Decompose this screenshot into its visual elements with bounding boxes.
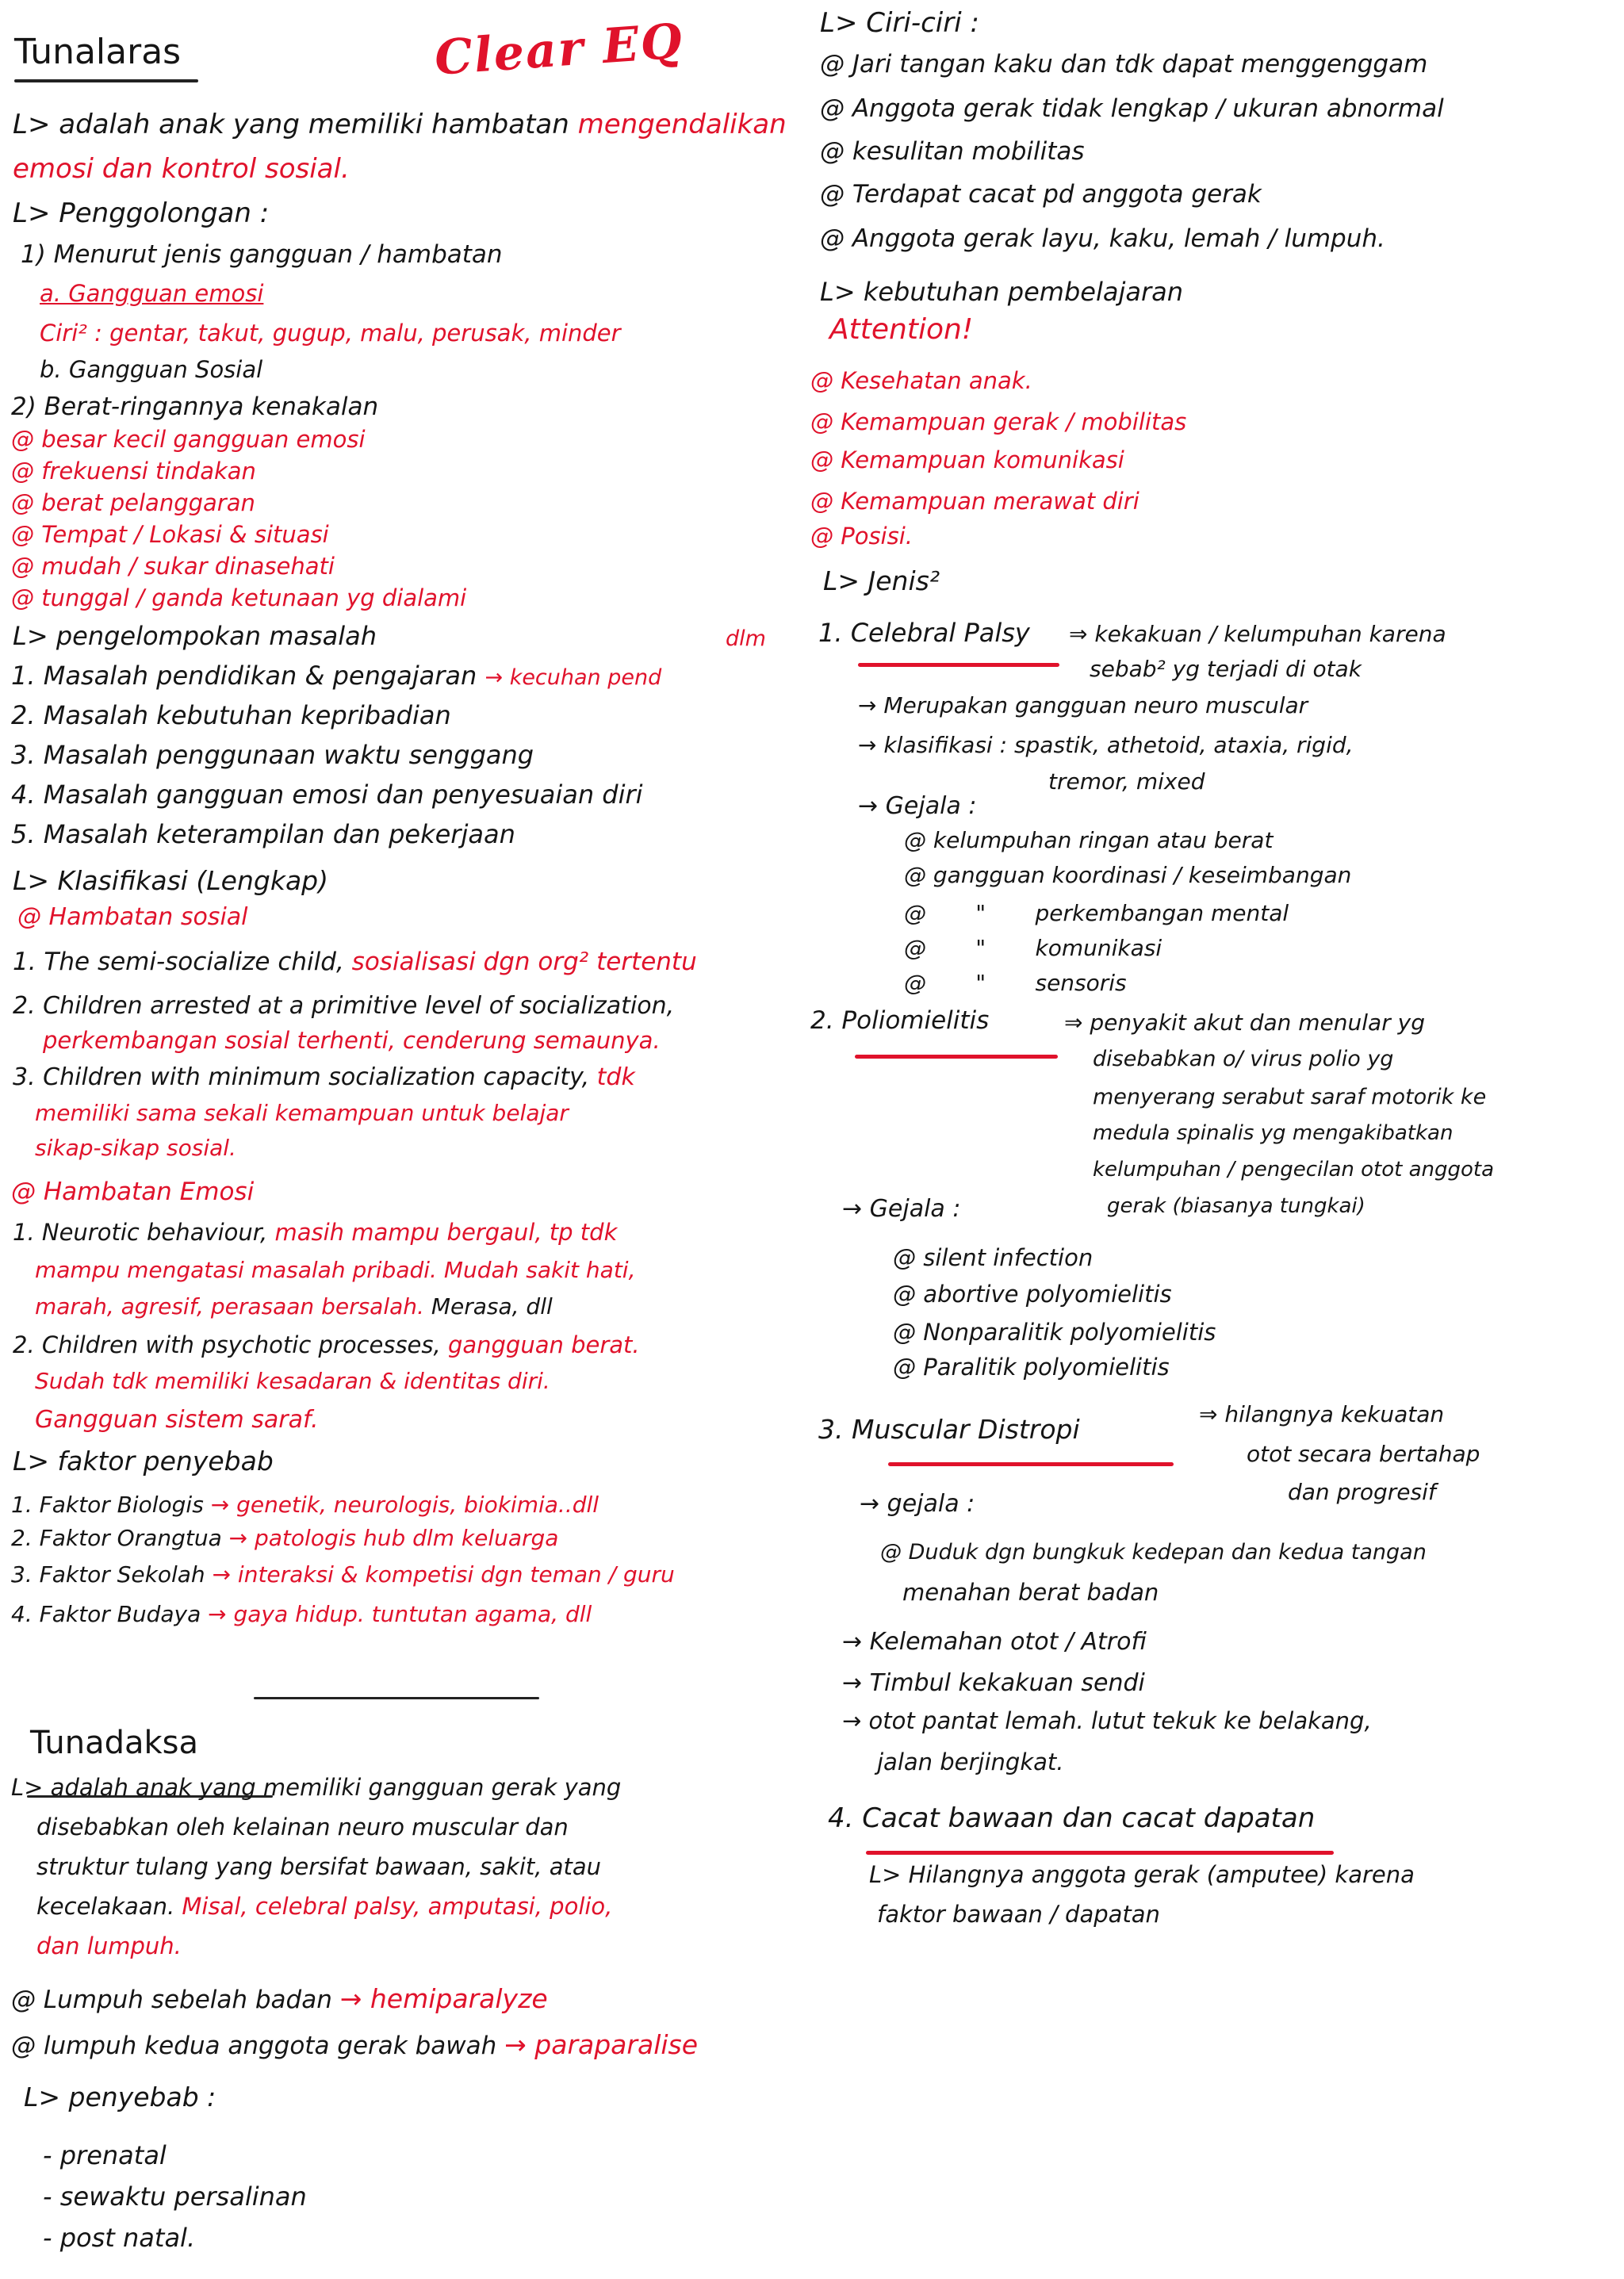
klasifikasi-2: 2. Children arrested at a primitive level of socialization, [13,992,675,1020]
md-def: otot secara bertahap [1247,1441,1480,1467]
penyebab-item: - prenatal [43,2140,167,2170]
cp-underline [858,663,1059,667]
lumpuh-2: @ lumpuh kedua anggota gerak bawah → paraparalise [11,2029,699,2060]
tunalaras-def-2: emosi dan kontrol sosial. [13,153,350,185]
clear-eq-stamp: Clear EQ [432,13,686,86]
cacat-desc: L> Hilangnya anggota gerak (amputee) karena [869,1861,1415,1888]
lumpuh-1: @ Lumpuh sebelah badan → hemiparalyze [11,1983,548,2014]
kebutuhan-item: @ Kemampuan merawat diri [810,488,1139,515]
penggolongan-heading: L> Penggolongan : [13,197,270,229]
faktor-4: 4. Faktor Budaya → gaya hidup. tuntutan agama, dll [11,1601,592,1627]
md-gejala-item: → Timbul kekakuan sendi [842,1669,1145,1697]
penggolongan-2: 2) Berat-ringannya kenakalan [11,393,379,421]
md-def: ⇒ hilangnya kekuatan [1199,1401,1445,1427]
ciri-item: @ Terdapat cacat pd anggota gerak [820,180,1262,209]
penggolongan-1: 1) Menurut jenis gangguan / hambatan [21,240,503,269]
emosi-2-red: Gangguan sistem saraf. [35,1406,319,1434]
klasifikasi-2-red: perkembangan sosial terhenti, cenderung semaunya. [43,1027,661,1054]
polio-def: kelumpuhan / pengecilan otot anggota [1093,1158,1495,1182]
penggolongan-1a: a. Gangguan emosi [40,280,264,307]
polio-def: disebabkan o/ virus polio yg [1093,1047,1394,1071]
attention-note: Attention! [829,313,974,346]
cp-klasifikasi: → klasifikasi : spastik, athetoid, ataxia, rigid, [858,732,1354,758]
cp-gejala-item: @ kelumpuhan ringan atau berat [904,827,1274,853]
md-gejala-item: @ Duduk dgn bungkuk kedepan dan kedua tangan [880,1540,1427,1565]
polio-gejala-item: @ silent infection [893,1244,1094,1271]
tunadaksa-def: disebabkan oleh kelainan neuro muscular dan [36,1814,569,1840]
polio-gejala-item: @ Paralitik polyomielitis [893,1354,1170,1381]
polio-def: ⇒ penyakit akut dan menular yg [1064,1009,1425,1036]
cp-def: ⇒ kekakuan / kelumpuhan karena [1069,621,1446,647]
p2-item: @ frekuensi tindakan [11,458,256,485]
faktor-3: 3. Faktor Sekolah → interaksi & kompetisi dgn teman / guru [11,1561,675,1588]
cp-gejala-item: @ gangguan koordinasi / keseimbangan [904,862,1352,888]
md-gejala-item: → otot pantat lemah. lutut tekuk ke belakang, [842,1707,1372,1734]
ciri-item: @ kesulitan mobilitas [820,137,1085,166]
md-underline [888,1462,1174,1466]
p2-item: @ berat pelanggaran [11,489,255,516]
tunadaksa-title: Tunadaksa [30,1725,198,1761]
emosi-1-red: marah, agresif, perasaan bersalah. Merasa, dll [35,1293,553,1320]
polio-def: gerak (biasanya tungkai) [1107,1194,1365,1218]
penyebab-item: - post natal. [43,2223,196,2253]
emosi-2: 2. Children with psychotic processes, gangguan berat. [13,1331,640,1358]
md-gejala-heading: → gejala : [860,1490,975,1518]
p2-item: @ mudah / sukar dinasehati [11,553,335,580]
klasifikasi-3-red: memiliki sama sekali kemampuan untuk belajar [35,1100,569,1126]
polio-gejala-item: @ Nonparalitik polyomielitis [893,1319,1216,1346]
polio-gejala-item: @ abortive polyomielitis [893,1281,1172,1308]
polio-def: menyerang serabut saraf motorik ke [1093,1085,1487,1109]
hambatan-emosi: @ Hambatan Emosi [11,1178,255,1206]
cacat-title: 4. Cacat bawaan dan cacat dapatan [828,1802,1316,1834]
faktor-heading: L> faktor penyebab [13,1446,274,1477]
pengelompokan-note: dlm [726,626,766,651]
kebutuhan-item: @ Posisi. [810,523,913,550]
tunadaksa-def: dan lumpuh. [36,1932,182,1959]
masalah-5: 5. Masalah keterampilan dan pekerjaan [11,819,515,849]
hambatan-sosial: @ Hambatan sosial [17,903,248,931]
penyebab-item: - sewaktu persalinan [43,2181,307,2212]
penggolongan-1a-ciri: Ciri² : gentar, takut, gugup, malu, perusak, minder [40,320,621,347]
cp-def: sebab² yg terjadi di otak [1090,656,1362,682]
md-title: 3. Muscular Distropi [818,1414,1080,1445]
polio-title: 2. Poliomielitis [810,1006,990,1035]
kebutuhan-heading: L> kebutuhan pembelajaran [820,277,1184,307]
jenis-heading: L> Jenis² [823,565,940,596]
ciri-item: @ Anggota gerak tidak lengkap / ukuran abnormal [820,94,1444,123]
penyebab-heading: L> penyebab : [24,2082,216,2112]
cp-klasifikasi: tremor, mixed [1048,768,1205,795]
tunadaksa-def: L> adalah anak yang memiliki gangguan gerak yang [11,1774,622,1801]
polio-underline [855,1055,1058,1059]
penggolongan-1b: b. Gangguan Sosial [40,356,263,383]
title-underline [14,79,198,82]
faktor-1: 1. Faktor Biologis → genetik, neurologis, biokimia..dll [11,1492,599,1518]
pengelompokan-heading: L> pengelompokan masalah [13,621,377,651]
masalah-3: 3. Masalah penggunaan waktu senggang [11,740,534,770]
klasifikasi-heading: L> Klasifikasi (Lengkap) [13,865,328,896]
cacat-underline [866,1851,1334,1855]
section-divider [254,1697,539,1699]
faktor-2: 2. Faktor Orangtua → patologis hub dlm keluarga [11,1525,559,1551]
md-gejala-item: → Kelemahan otot / Atrofi [842,1628,1147,1656]
klasifikasi-1: 1. The semi-socialize child, sosialisasi dgn org² tertentu [13,948,697,976]
kebutuhan-item: @ Kemampuan gerak / mobilitas [810,408,1187,435]
emosi-1: 1. Neurotic behaviour, masih mampu bergaul, tp tdk [13,1219,618,1246]
ciri-item: @ Anggota gerak layu, kaku, lemah / lumpuh. [820,224,1385,253]
klasifikasi-3: 3. Children with minimum socialization capacity, tdk [13,1063,635,1091]
tunadaksa-def: kecelakaan. Misal, celebral palsy, amputasi, polio, [36,1893,613,1920]
kebutuhan-item: @ Kesehatan anak. [810,367,1032,394]
emosi-2-red: Sudah tdk memiliki kesadaran & identitas diri. [35,1368,550,1394]
md-gejala-item: jalan berjingkat. [877,1749,1064,1775]
tunadaksa-def: struktur tulang yang bersifat bawaan, sakit, atau [36,1853,601,1880]
md-gejala-item: menahan berat badan [902,1579,1159,1606]
cacat-desc: faktor bawaan / dapatan [877,1901,1160,1928]
emosi-1-red: mampu mengatasi masalah pribadi. Mudah sakit hati, [35,1257,636,1283]
polio-def: medula spinalis yg mengakibatkan [1093,1121,1454,1145]
kebutuhan-item: @ Kemampuan komunikasi [810,446,1124,473]
md-def: dan progresif [1288,1479,1436,1505]
masalah-2: 2. Masalah kebutuhan kepribadian [11,700,451,730]
cp-gejala-item: @ " sensoris [904,970,1127,996]
cp-gejala-item: @ " komunikasi [904,935,1162,961]
cp-neuro: → Merupakan gangguan neuro muscular [858,692,1308,718]
masalah-4: 4. Masalah gangguan emosi dan penyesuaian diri [11,779,643,810]
p2-item: @ besar kecil gangguan emosi [11,426,366,453]
masalah-1: 1. Masalah pendidikan & pengajaran → kecuhan pend [11,661,662,691]
p2-item: @ tunggal / ganda ketunaan yg dialami [11,584,467,611]
ciri-heading: L> Ciri-ciri : [820,7,979,39]
tunalaras-def-1: L> adalah anak yang memiliki hambatan mengendalikan [13,109,787,140]
p2-item: @ Tempat / Lokasi & situasi [11,521,329,548]
cp-gejala-item: @ " perkembangan mental [904,900,1289,926]
cp-title: 1. Celebral Palsy [818,618,1030,648]
ciri-item: @ Jari tangan kaku dan tdk dapat menggenggam [820,50,1428,79]
klasifikasi-3-red: sikap-sikap sosial. [35,1135,236,1161]
cp-gejala-heading: → Gejala : [858,792,977,820]
polio-gejala-heading: → Gejala : [842,1195,961,1223]
tunalaras-title: Tunalaras [14,32,182,72]
